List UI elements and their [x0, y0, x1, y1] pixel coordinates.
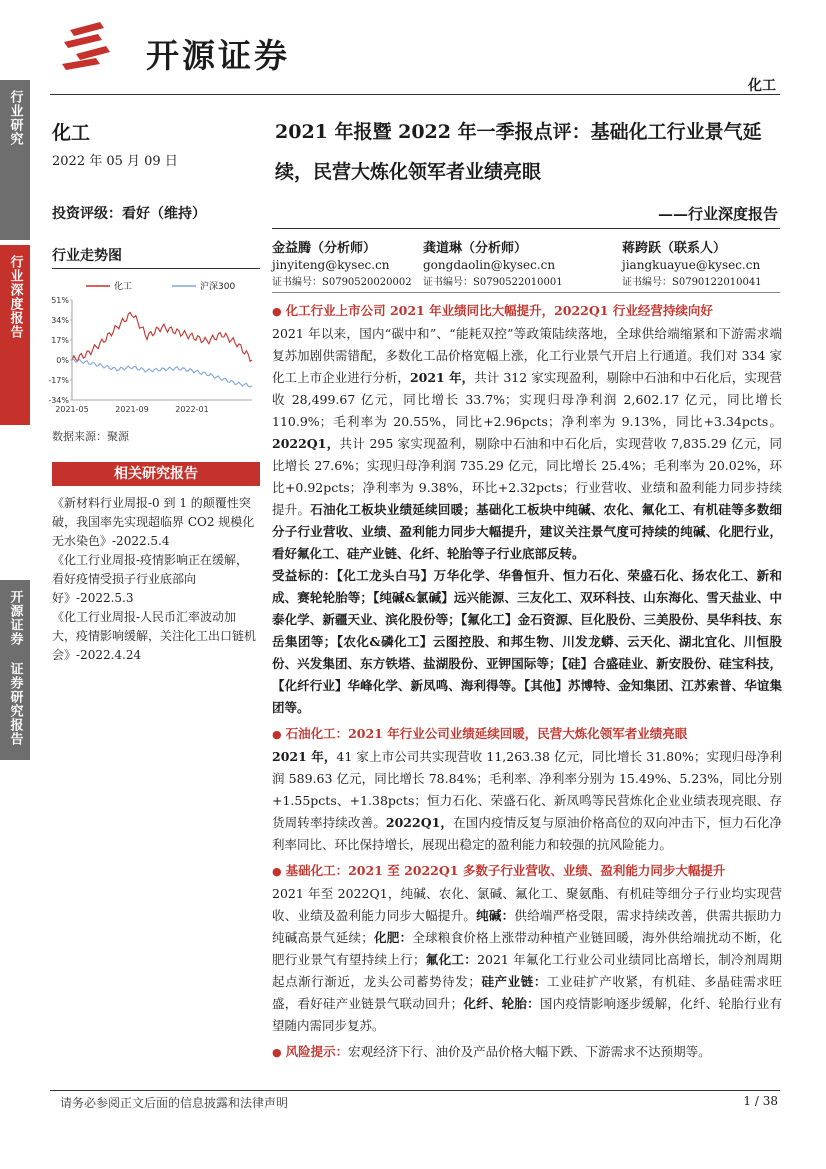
y-tick-label: 51% — [51, 296, 69, 305]
analyst-email[interactable]: jiangkuayue@kysec.cn — [622, 258, 761, 272]
side-strip-securities-report: 开源证券 证券研究报告 — [0, 580, 30, 760]
analyst-name: 金益腾（分析师） — [272, 241, 377, 256]
bullet-icon: ● — [272, 728, 282, 741]
section-heading: ● 石油化工：2021 年行业公司业绩延续回暖，民营大炼化领军者业绩亮眼 — [272, 726, 688, 741]
footer-divider — [50, 1090, 780, 1091]
side-strip-deep-report: 行业深度报告 — [0, 245, 30, 425]
page-number: 1 / 38 — [743, 1094, 778, 1108]
x-tick-label: 2021-09 — [115, 405, 149, 414]
brand-logo-icon — [60, 20, 140, 74]
y-tick-label: -34% — [48, 396, 69, 405]
analyst-name: 蒋跨跃（联系人） — [622, 241, 727, 256]
report-body — [272, 300, 782, 1064]
related-report-item[interactable]: 《化工行业周报-人民币汇率波动加大，疫情影响缓解，关注化工出口链机会》-2022.4.24 — [52, 610, 257, 662]
section-heading: ● 基础化工：2021 至 2022Q1 多数子行业营收、业绩、盈利能力同步大幅提升 — [272, 863, 726, 878]
analyst-cert: 证书编号：S0790520020002 — [272, 277, 412, 288]
y-tick-label: -17% — [48, 376, 69, 385]
y-tick-label: 34% — [51, 316, 69, 325]
risk-paragraph: ● 风险提示：宏观经济下行、油价及产品价格大幅下跌、下游需求不达预期等。 — [272, 1044, 711, 1059]
trend-divider — [52, 268, 260, 269]
analyst-card — [272, 240, 412, 291]
report-type: ——行业深度报告 — [657, 205, 778, 223]
related-report-item[interactable]: 《化工行业周报-疫情影响正在缓解，看好疫情受损子行业底部向好》-2022.5.3 — [52, 553, 249, 605]
x-tick-label: 2022-01 — [175, 405, 209, 414]
analyst-email[interactable]: jinyiteng@kysec.cn — [272, 258, 390, 272]
legend-label: 化工 — [114, 282, 133, 292]
legend-label: 沪深300 — [200, 282, 236, 292]
report-date: 2022 年 05 月 09 日 — [52, 154, 178, 169]
x-tick-label: 2021-05 — [55, 405, 89, 414]
analyst-divider — [272, 292, 780, 293]
related-reports-header: 相关研究报告 — [52, 462, 260, 486]
y-tick-label: 17% — [51, 336, 69, 345]
section-heading: ● 化工行业上市公司 2021 年业绩同比大幅提升，2022Q1 行业经营持续向好 — [272, 303, 713, 318]
chart-source: 数据来源：聚源 — [52, 430, 129, 443]
section-paragraph: 2021 年，41 家上市公司共实现营收 11,263.38 亿元，同比增长 31.80%；实现归母净利润 589.63 亿元，同比增长 78.84%；毛利率、净利率分别为 15.49%、5.23%，同比分别+1.55pcts、+1.38pcts；恒力石化、荣盛石化、新凤鸣等民营炼化企业业绩表现亮眼、存货周转率持续改善。2022Q1，在国内疫情反复与原油价格高位的双向冲击下，恒力石化净利率同比、环比保持增长，展现出稳定的盈利能力和较强的抗风险能力。 — [272, 749, 782, 852]
section-paragraph: 2021 年至 2022Q1，纯碱、农化、氯碱、氟化工、聚氨酯、有机硅等细分子行业均实现营收、业绩及盈利能力同步大幅提升。纯碱：供给端严格受限，需求持续改善，供需共振助力纯碱高景气延续；化肥：全球粮食价格上涨带动种植产业链回暖，海外供给端扰动不断，化肥行业景气有望持续上行；氟化工：2021 年氟化工行业公司业绩同比高增长，制冷剂周期起点渐行渐近，龙头公司蓄势待发；硅产业链：工业硅扩产收紧，有机硅、多晶硅需求旺盛，看好硅产业链景气联动回升；化纤、轮胎：国内疫情影响逐步缓解，化纤、轮胎行业有望随内需同步复苏。 — [272, 886, 782, 1033]
series-line — [72, 359, 252, 387]
sector-label: 化工 — [52, 122, 91, 144]
analyst-cert: 证书编号：S0790522010001 — [423, 277, 563, 288]
header-category: 化工 — [748, 78, 776, 94]
header-divider — [50, 94, 780, 95]
beneficiaries-paragraph: 受益标的：【化工龙头白马】万华化学、华鲁恒升、恒力石化、荣盛石化、扬农化工、新和成、赛轮轮胎等；【纯碱&氯碱】远兴能源、三友化工、双环科技、山东海化、雪天盐业、中泰化学、新疆天业、滨化股份等；【氟化工】金石资源、巨化股份、三美股份、昊华科技、东岳集团等；【农化&磷化工】云图控股、和邦生物、川发龙蟒、云天化、湖北宜化、川恒股份、兴发集团、东方铁塔、盐湖股份、亚钾国际等；【硅】合盛硅业、新安股份、硅宝科技，【化纤行业】华峰化学、新凤鸣、海利得等。【其他】苏博特、金知集团、江苏索普、华谊集团等。 — [272, 568, 782, 715]
trend-chart-title: 行业走势图 — [52, 248, 122, 264]
y-tick-label: 0% — [56, 356, 69, 365]
side-strip-industry-research: 行业研究 — [0, 80, 30, 240]
analyst-name: 龚道琳（分析师） — [423, 241, 528, 256]
title-divider — [272, 228, 780, 229]
bullet-icon: ● — [272, 305, 282, 318]
brand-name: 开源证券 — [146, 36, 290, 75]
analyst-card — [622, 240, 762, 291]
related-report-item[interactable]: 《新材料行业周报-0 到 1 的颠覆性突破，我国率先实现超临界 CO2 规模化无水染色》-2022.5.4 — [52, 496, 255, 548]
analyst-email[interactable]: gongdaolin@kysec.cn — [423, 258, 556, 272]
analyst-card — [423, 240, 563, 291]
series-line — [72, 312, 252, 361]
analyst-cert: 证书编号：S0790122010041 — [622, 277, 762, 288]
section-paragraph: 2021 年以来，国内“碳中和”、“能耗双控”等政策陆续落地，全球供给端缩紧和下游需求端复苏加剧供需错配，多数化工品价格宽幅上涨，化工行业景气开启上行通道。我们对 334 家化工上市企业进行分析，2021 年，共计 312 家实现盈利，剔除中石油和中石化后，实现营收 28,499.67 亿元，同比增长 33.7%；实现归母净利润 2,602.17 亿元，同比增长 110.9%；毛利率为 20.55%，同比+2.96pcts；净利率为 9.13%，同比+3.34pcts。2022Q1，共计 295 家实现盈利，剔除中石油和中石化后，实现营收 7,835.29 亿元，同比增长 27.6%；实现归母净利润 735.29 亿元，同比增长 25.4%；毛利率为 20.02%，环比+0.92pcts；净利率为 9.38%，环比+2.32pcts；行业营收、业绩和盈利能力同步持续提升。石油化工板块业绩延续回暖；基础化工板块中纯碱、农化、氟化工、有机硅等多数细分子行业营收、业绩、盈利能力同步大幅提升，建议关注景气度可持续的纯碱、化肥行业，看好氟化工、硅产业链、化纤、轮胎等子行业底部反转。 — [272, 326, 782, 561]
report-title: 2021 年报暨 2022 年一季报点评：基础化工行业景气延续，民营大炼化领军者业绩亮眼 — [275, 121, 762, 183]
investment-rating: 投资评级：看好（维持） — [52, 206, 206, 222]
related-reports-list — [52, 494, 260, 665]
footer-disclaimer[interactable]: 请务必参阅正文后面的信息披露和法律声明 — [60, 1096, 289, 1110]
trend-chart — [38, 276, 260, 416]
bullet-icon: ● — [272, 1046, 282, 1059]
bullet-icon: ● — [272, 865, 282, 878]
